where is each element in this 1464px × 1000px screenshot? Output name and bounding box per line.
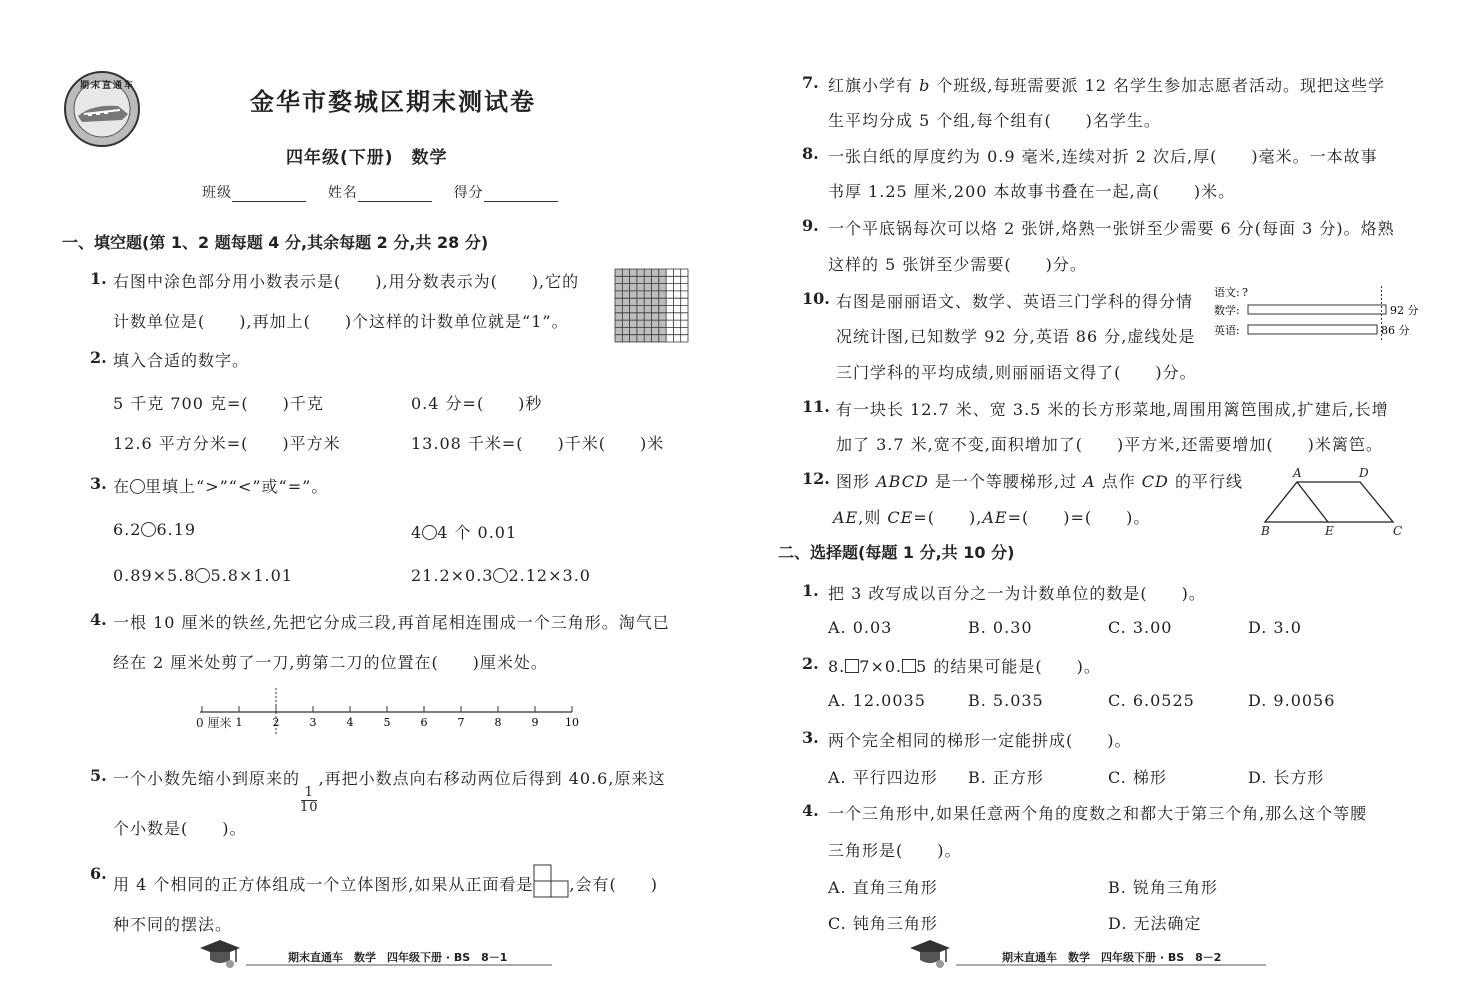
chart-category-label: 语文: (1214, 286, 1240, 299)
q4-line2: 经在 2 厘米处剪了一刀,剪第二刀的位置在( )厘米处。 (113, 653, 548, 672)
q9-number: 9. (802, 216, 819, 235)
q12-l2b: ,则 (858, 508, 888, 527)
q5-after: ,再把小数点向右移动两位后得到 40.6,原来这 (318, 769, 666, 788)
class-label: 班级 (202, 185, 232, 201)
c2-option-c[interactable]: C. 6.0525 (1108, 691, 1195, 710)
c4-line1: 一个三角形中,如果任意两个角的度数之和都大于第三个角,那么这个等腰 (828, 804, 1368, 823)
label-a: A (1293, 466, 1302, 480)
answer-circle[interactable] (493, 568, 508, 583)
c3-number: 3. (802, 728, 819, 747)
line-ae (1297, 482, 1328, 522)
ruler-figure (190, 688, 590, 736)
q3-a-right: 6.19 (156, 520, 197, 539)
q12-line1 (836, 469, 1243, 492)
q9-line2: 这样的 5 张饼至少需要( )分。 (828, 255, 1087, 274)
c2-text (828, 654, 1101, 677)
q3-item-c (113, 566, 293, 585)
ruler-tick-label: 2 (272, 716, 280, 729)
q6-line1 (113, 864, 658, 902)
chart-category-label: 英语: (1214, 324, 1240, 337)
trapezoid-abcd (1265, 482, 1393, 522)
ruler-tick-label: 10 (565, 716, 579, 729)
q7-line2: 生平均分成 5 个组,每个组有( )名学生。 (828, 111, 1161, 130)
q3-b-right: 4 个 0.01 (437, 523, 518, 542)
q8-line2: 书厚 1.25 厘米,200 本故事书叠在一起,高( )米。 (828, 182, 1236, 201)
q7-var: b (919, 76, 931, 95)
q3-c-left: 0.89×5.8 (113, 566, 196, 585)
c1-option-b[interactable]: B. 0.30 (968, 618, 1033, 637)
c1-option-a[interactable]: A. 0.03 (828, 618, 893, 637)
c3-option-b[interactable]: B. 正方形 (968, 768, 1044, 787)
q11-line1: 有一块长 12.7 米、宽 3.5 米的长方形菜地,周围用篱笆围成,扩建后,长增 (836, 400, 1389, 419)
c4-line2: 三角形是( )。 (828, 841, 962, 860)
q6-line2: 种不同的摆法。 (113, 915, 233, 934)
footer-right-text: 期末直通车 数学 四年级下册 · BS 8－2 (1002, 951, 1222, 964)
q6-before: 用 4 个相同的正方体组成一个立体图形,如果从正面看是 (113, 875, 534, 894)
c2-before: 8. (828, 657, 846, 676)
answer-circle[interactable] (422, 525, 437, 540)
c2-option-d[interactable]: D. 9.0056 (1248, 691, 1336, 710)
q6-number: 6. (90, 864, 107, 883)
blank-square-icon (845, 659, 859, 673)
c2-mid: 7×0. (859, 657, 903, 676)
ruler-tick-label: 4 (346, 716, 354, 729)
q11-number: 11. (802, 397, 830, 416)
score-bar-chart (1212, 284, 1419, 348)
q12-ae1: AE (833, 508, 859, 527)
q10-line3: 三门学科的平均成绩,则丽丽语文得了( )分。 (836, 363, 1197, 382)
q2-item-a: 5 千克 700 克=( )千克 (113, 394, 324, 413)
c2-after: 5 的结果可能是( )。 (916, 657, 1101, 676)
footer-left (196, 936, 556, 970)
q2-item-b: 0.4 分=( )秒 (411, 394, 543, 413)
name-field[interactable] (358, 187, 432, 202)
q2-item-d: 13.08 千米=( )千米( )米 (411, 434, 665, 453)
logo-badge (62, 70, 142, 148)
q12-line2 (833, 505, 1150, 528)
q12-a: A (1083, 472, 1096, 491)
c1-number: 1. (802, 581, 819, 600)
section-1-heading: 一、填空题(第 1、2 题每题 4 分,其余每题 2 分,共 28 分) (62, 233, 489, 252)
c4-option-d[interactable]: D. 无法确定 (1108, 914, 1202, 933)
fraction-numerator: 1 (304, 785, 314, 800)
c2-number: 2. (802, 654, 819, 673)
q11-line2: 加了 3.7 米,宽不变,面积增加了( )平方米,还需要增加( )米篱笆。 (836, 435, 1383, 454)
q12-l1b: 是一个等腰梯形,过 (928, 472, 1084, 491)
q12-number: 12. (802, 469, 830, 488)
q3-text (113, 474, 328, 497)
q12-ce: CE (887, 508, 914, 527)
ruler-tick-label: 6 (420, 716, 428, 729)
c3-option-c[interactable]: C. 梯形 (1108, 768, 1167, 787)
q9-line1: 一个平底锅每次可以烙 2 张饼,烙熟一张饼至少需要 6 分(每面 3 分)。烙熟 (828, 219, 1395, 238)
c3-option-a[interactable]: A. 平行四边形 (828, 768, 938, 787)
q8-line1: 一张白纸的厚度约为 0.9 毫米,连续对折 2 次后,厚( )毫米。一本故事 (828, 147, 1378, 166)
q2-number: 2. (90, 348, 107, 367)
chart-value-label: 86 分 (1381, 324, 1410, 337)
q3-item-d (411, 566, 591, 585)
score-label: 得分 (453, 185, 484, 201)
q2-text: 填入合适的数字。 (113, 351, 250, 370)
page-title: 金华市婺城区期末测试卷 (250, 88, 536, 116)
ruler-tick-label: 7 (457, 716, 465, 729)
q8-number: 8. (802, 144, 819, 163)
footer-right (906, 936, 1270, 970)
q10-line2: 况统计图,已知数学 92 分,英语 86 分,虚线处是 (836, 327, 1196, 346)
ruler-tick-label: 9 (531, 716, 539, 729)
q5-number: 5. (90, 766, 107, 785)
q5-line2: 个小数是( )。 (113, 819, 247, 838)
ruler-zero-label: 0 厘米 (196, 716, 232, 730)
chart-value-label: ? (1242, 286, 1248, 299)
answer-circle[interactable] (141, 522, 156, 537)
c1-text: 把 3 改写成以百分之一为计数单位的数是( )。 (828, 584, 1206, 603)
q1-number: 1. (90, 269, 107, 288)
label-d: D (1359, 466, 1369, 480)
ruler-tick-label: 3 (309, 716, 317, 729)
label-e: E (1325, 524, 1334, 538)
ruler-tick-label: 8 (494, 716, 502, 729)
q3-number: 3. (90, 474, 107, 493)
q3-text-after: 里填上“>”“<”或“=”。 (145, 477, 329, 496)
hundred-grid-figure (614, 268, 689, 347)
q12-l2d: =( )=( )。 (1007, 508, 1151, 527)
c1-option-d[interactable]: D. 3.0 (1248, 618, 1302, 637)
ruler-tick-label: 1 (235, 716, 243, 729)
info-fields (202, 182, 558, 202)
q12-l1a: 图形 (836, 472, 877, 491)
page-subtitle: 四年级(下册) 数学 (286, 148, 448, 168)
name-label: 姓名 (327, 185, 358, 201)
q12-l1c: 点作 (1095, 472, 1142, 491)
compare-circle-icon (130, 479, 145, 494)
label-c: C (1393, 524, 1403, 538)
q12-cd: CD (1141, 472, 1169, 491)
fraction-one-tenth (300, 786, 319, 815)
answer-circle[interactable] (195, 568, 210, 583)
q1-line1: 右图中涂色部分用小数表示是( ),用分数表示为( ),它的 (113, 272, 580, 291)
chart-category-label: 数学: (1214, 304, 1240, 317)
label-b: B (1261, 524, 1270, 538)
blank-square-icon (902, 659, 916, 673)
q3-item-a (113, 520, 196, 539)
score-field[interactable] (484, 187, 558, 202)
q3-b-left: 4 (411, 523, 423, 542)
q12-l1d: 的平行线 (1168, 472, 1243, 491)
fraction-denominator: 10 (300, 800, 319, 815)
q3-d-right: 2.12×3.0 (508, 566, 591, 585)
front-view-figure-icon (533, 864, 569, 902)
c1-option-c[interactable]: C. 3.00 (1108, 618, 1173, 637)
q3-c-right: 5.8×1.01 (210, 566, 293, 585)
c4-option-a[interactable]: A. 直角三角形 (828, 878, 938, 897)
q7-line1 (828, 73, 1385, 96)
q10-line1: 右图是丽丽语文、数学、英语三门学科的得分情 (836, 292, 1194, 311)
q3-text-before: 在 (113, 477, 131, 496)
chart-value-label: 92 分 (1390, 304, 1419, 317)
logo-text: 期末直通车 (80, 81, 136, 91)
q12-ae2: AE (982, 508, 1008, 527)
q5-line1 (113, 766, 665, 815)
q3-a-left: 6.2 (113, 520, 142, 539)
q12-l2c: =( ), (913, 508, 983, 527)
c4-number: 4. (802, 801, 819, 820)
c3-text: 两个完全相同的梯形一定能拼成( )。 (828, 731, 1132, 750)
q7-l1b: 个班级,每班需要派 12 名学生参加志愿者活动。现把这些学 (930, 76, 1386, 95)
q10-number: 10. (802, 289, 830, 308)
q4-number: 4. (90, 610, 107, 629)
q3-d-left: 21.2×0.3 (411, 566, 494, 585)
q1-line2: 计数单位是( ),再加上( )个这样的计数单位就是“1”。 (113, 312, 569, 331)
c2-option-b[interactable]: B. 5.035 (968, 691, 1044, 710)
q7-l1a: 红旗小学有 (828, 76, 920, 95)
c4-option-c[interactable]: C. 钝角三角形 (828, 914, 938, 933)
ruler-tick-label: 5 (383, 716, 391, 729)
q7-number: 7. (802, 73, 819, 92)
c3-option-d[interactable]: D. 长方形 (1248, 768, 1325, 787)
c2-option-a[interactable]: A. 12.0035 (828, 691, 926, 710)
q2-item-c: 12.6 平方分米=( )平方米 (113, 434, 341, 453)
footer-left-text: 期末直通车 数学 四年级下册 · BS 8－1 (288, 951, 508, 964)
trapezoid-figure (1255, 464, 1415, 540)
chart-bar (1248, 305, 1386, 314)
chart-bar (1248, 325, 1377, 334)
q5-before: 一个小数先缩小到原来的 (113, 769, 301, 788)
c4-option-b[interactable]: B. 锐角三角形 (1108, 878, 1218, 897)
q6-after: ,会有( ) (569, 875, 659, 894)
q4-line1: 一根 10 厘米的铁丝,先把它分成三段,再首尾相连围成一个三角形。淘气已 (113, 613, 670, 632)
section-2-heading: 二、选择题(每题 1 分,共 10 分) (778, 543, 1015, 562)
q12-abcd: ABCD (876, 472, 929, 491)
q3-item-b (411, 520, 517, 543)
class-field[interactable] (232, 187, 306, 202)
